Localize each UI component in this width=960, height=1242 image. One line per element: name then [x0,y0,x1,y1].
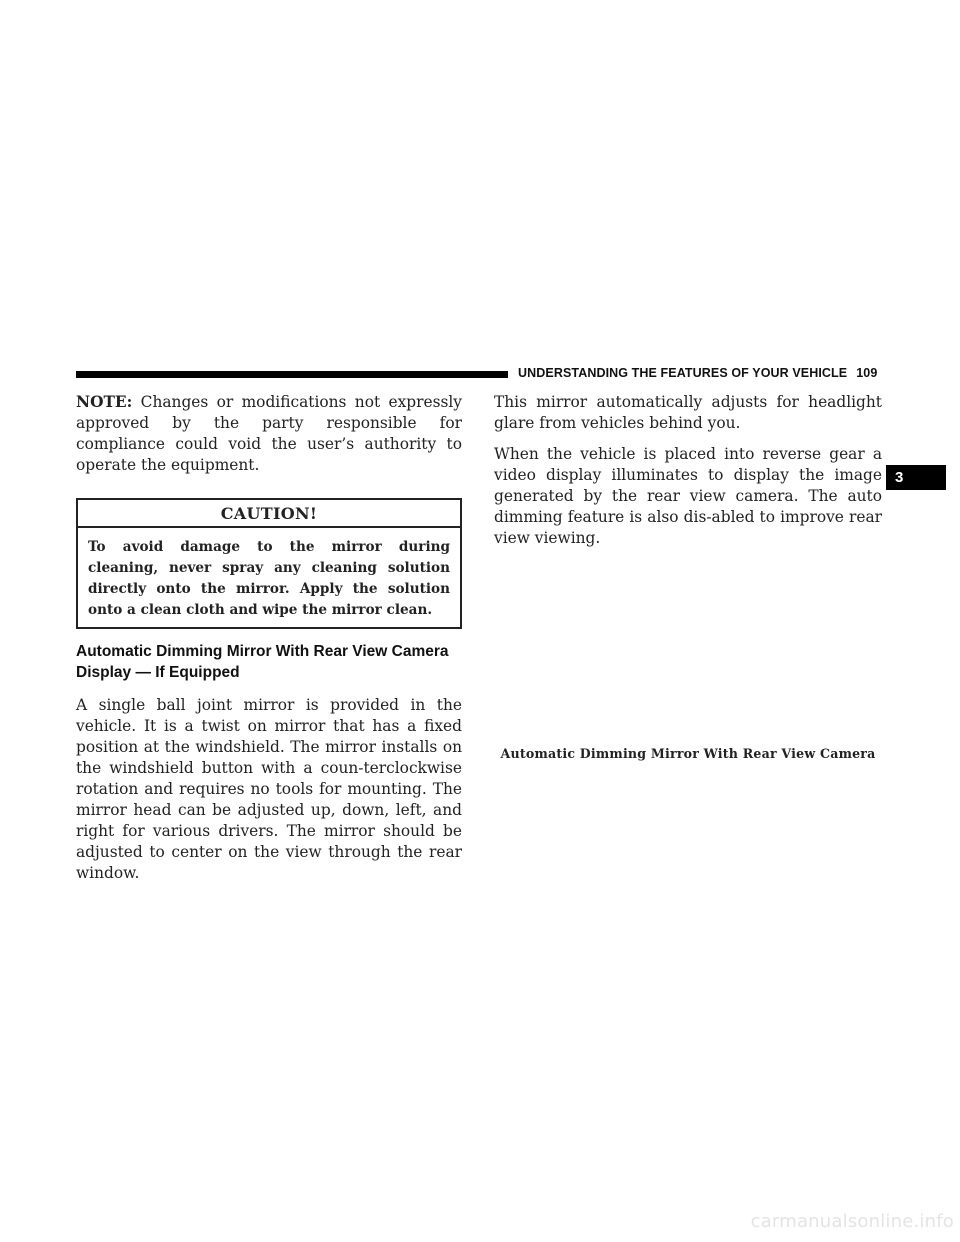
right-paragraph-2: When the vehicle is placed into reverse gear a video display illuminates to display the image generated by the rear view camera. The auto dimming feature is also dis-abled to improve rear view viewing. [494,445,882,547]
note-text: Changes or modifications not expressly approved by the party responsible for compliance could void the user’s authority to operate the equipment. [76,393,462,474]
chapter-tab: 3 [886,465,946,490]
note-label: NOTE: [76,393,133,411]
caution-box [76,498,462,629]
section-heading [76,641,462,683]
caution-text: To avoid damage to the mirror during cleaning, never spray any cleaning solution directly onto the mirror. Apply the solution onto a clean cloth and wipe the mirror clean. [88,539,450,618]
right-paragraph-1: This mirror automatically adjusts for headlight glare from vehicles behind you. [494,393,882,432]
left-column [76,392,462,884]
right-column [494,392,882,559]
figure-caption: Automatic Dimming Mirror With Rear View Camera [500,746,876,761]
running-header [518,366,877,380]
page-number: 109 [856,366,878,380]
note-paragraph [76,392,462,476]
body-paragraph: A single ball joint mirror is provided in the vehicle. It is a twist on mirror that has a fixed position at the windshield. The mirror installs on the windshield button with a coun-terclockwise rotation and requires no tools for mounting. The mirror head can be adjusted up, down, left, and right for various drivers. The mirror should be adjusted to center on the view through the rear window. [76,696,462,882]
caution-title: CAUTION! [78,500,460,528]
section-heading-line1: Automatic Dimming Mirror With Rear View Camera [76,643,449,660]
section-title: UNDERSTANDING THE FEATURES OF YOUR VEHICLE [518,366,848,380]
header-rule [76,371,508,378]
watermark: carmanualsonline.info [750,1211,954,1232]
section-heading-line2: Display — If Equipped [76,664,240,681]
